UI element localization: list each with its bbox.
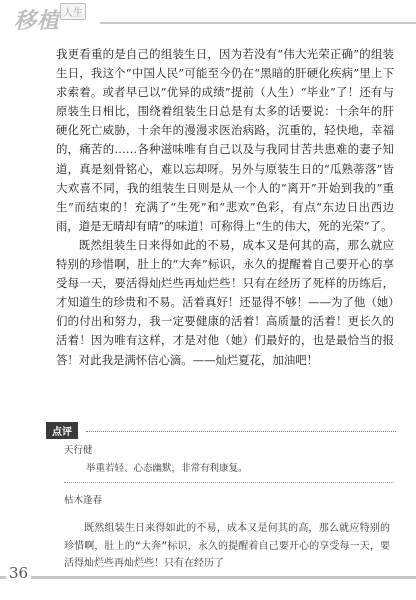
review-separator xyxy=(64,482,394,483)
review-divider xyxy=(86,431,396,432)
paragraph-2: 既然组装生日来得如此的不易，成本又是何其的高，那么就应特别的珍惜啊，肚上的“大奔”标识，永久的提醒着自己要开心的享受每一天，要活得灿烂些再灿烂些！只有在经历了死样的历练后，才知道生的珍贵和不易。活着真好！还显得不够！——为了他（她）们的付出和努力，我一定要健康的活着！高质量的活着！更长久的活着！因为唯有这样，才是对他（她）们最好的，也是最恰当的报答！对此我是满怀信心滴。——灿烂夏花，加油吧！ xyxy=(56,237,394,367)
review-comment-1: 举重若轻、心态幽默，非常有利康复。 xyxy=(86,463,248,474)
review-comment-2-text: 既然组装生日来得如此的不易，成本又是何其的高，那么就应特别的珍惜啊，肚上的“大奔”标识，永久的提醒着自己要开心的享受每一天，要活得灿烂些再灿烂些！只有在经历了 xyxy=(64,523,390,569)
article-body xyxy=(56,45,394,370)
review-tag: 点评 xyxy=(46,422,78,439)
book-logo: 移植 xyxy=(14,8,61,34)
review-comment-2 xyxy=(64,520,390,573)
reviewer-name-1: 天行健 xyxy=(64,445,93,456)
page-header xyxy=(0,0,416,38)
book-logo-badge: 人生 xyxy=(60,3,86,20)
reviewer-name-2: 枯木逢春 xyxy=(64,495,103,506)
footer-band xyxy=(0,576,416,579)
header-rule xyxy=(100,22,416,24)
review-section-header xyxy=(46,422,396,436)
paragraph-1: 我更看重的是自己的组装生日，因为若没有“伟大光荣正确”的组装生日，我这个“中国人民”可能至今仍在“黑暗的肝硬化疾病”里上下求索着。或者早已以“优异的成绩”提前（人生）“毕业”了！还有与原装生日相比，围绕着组装生日总是有太多的话要说：十余年的肝硬化死亡威胁，十余年的漫漫求医治病路，沉重的，轻快地，幸福的，痛苦的……各种滋味唯有自己以及与我同甘苦共患难的妻子知道，真是刻骨铭心，难以忘却呀。另外与原装生日的“瓜熟蒂落”皆大欢喜不同，我的组装生日则是从一个人的“离开”开始到我的“重生”而结束的！充满了“生死”和“悲欢”色彩，有点“东边日出西边雨，道是无晴却有晴”的味道！可称得上“生的伟大，死的光荣”了。 xyxy=(56,47,394,233)
page-number: 36 xyxy=(6,564,31,582)
